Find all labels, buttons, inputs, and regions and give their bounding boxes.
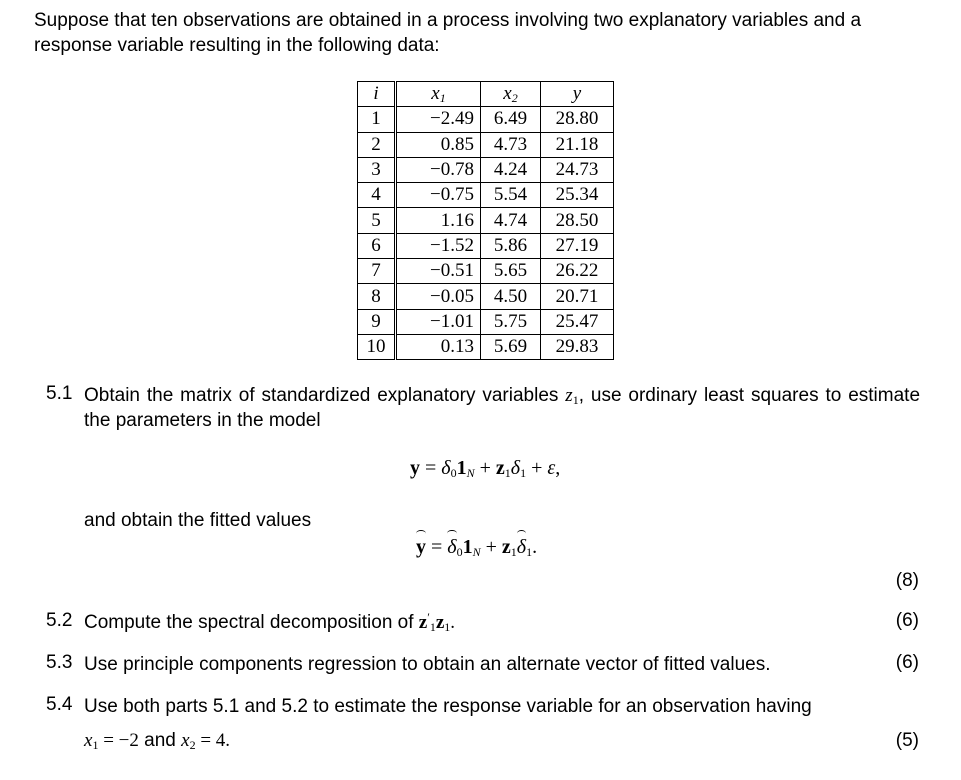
q52-marks: (6) — [895, 610, 919, 631]
q51-fitted-label: and obtain the fitted values — [84, 510, 312, 531]
table-row — [358, 132, 614, 157]
cell-x1: −1.01 — [396, 309, 481, 334]
table-row — [358, 183, 614, 208]
q54-number: 5.4 — [46, 694, 73, 715]
cell-y: 24.73 — [541, 157, 614, 182]
cell-x2: 6.49 — [481, 107, 541, 132]
q53-marks: (6) — [895, 652, 919, 673]
cell-y: 27.19 — [541, 233, 614, 258]
q52-number: 5.2 — [46, 610, 73, 631]
model-equation: $y = \delta_01_N + z_1\delta_1 + \varepsilon$, — [410, 457, 561, 480]
cell-i: 10 — [358, 334, 396, 359]
cell-y: 26.22 — [541, 259, 614, 284]
cell-x2: 4.50 — [481, 284, 541, 309]
cell-i: 4 — [358, 183, 396, 208]
cell-x1: 1.16 — [396, 208, 481, 233]
cell-x2: 4.74 — [481, 208, 541, 233]
cell-i: 2 — [358, 132, 396, 157]
q53-number: 5.3 — [46, 652, 73, 673]
cell-x2: 4.24 — [481, 157, 541, 182]
cell-x2: 4.73 — [481, 132, 541, 157]
q54-condition: $x_1 = -2$ and $x_2 = 4$. — [84, 730, 231, 752]
cell-i: 9 — [358, 309, 396, 334]
cell-x1: −1.52 — [396, 233, 481, 258]
cell-i: 5 — [358, 208, 396, 233]
table-row — [358, 157, 614, 182]
cell-x1: −0.75 — [396, 183, 481, 208]
cell-x1: −0.78 — [396, 157, 481, 182]
cell-y: 25.34 — [541, 183, 614, 208]
cell-x1: −0.51 — [396, 259, 481, 284]
cell-x2: 5.69 — [481, 334, 541, 359]
cell-x2: 5.86 — [481, 233, 541, 258]
q51-number: 5.1 — [46, 383, 73, 404]
cell-y: 21.18 — [541, 132, 614, 157]
table-row — [358, 259, 614, 284]
cell-y: 20.71 — [541, 284, 614, 309]
cell-i: 3 — [358, 157, 396, 182]
cell-x2: 5.65 — [481, 259, 541, 284]
table-row — [358, 107, 614, 132]
header-x2: $x_2$ — [481, 82, 541, 107]
cell-y: 28.80 — [541, 107, 614, 132]
table-row — [358, 284, 614, 309]
cell-i: 1 — [358, 107, 396, 132]
q52-text: Compute the spectral decomposition of $z'_1z_1$. — [84, 610, 456, 634]
table-row — [358, 208, 614, 233]
intro-paragraph: Suppose that ten observations are obtained in a process involving two explanatory variables and a response variable resulting in the following data: — [34, 10, 862, 56]
cell-y: 25.47 — [541, 309, 614, 334]
q54-text: Use both parts 5.1 and 5.2 to estimate the response variable for an observation having — [84, 696, 812, 717]
header-x1: $x_1$ — [396, 82, 481, 107]
cell-x1: 0.85 — [396, 132, 481, 157]
header-i: i — [358, 82, 396, 107]
q53-text: Use principle components regression to obtain an alternate vector of fitted values. — [84, 654, 771, 675]
cell-i: 7 — [358, 259, 396, 284]
table-row — [358, 233, 614, 258]
q51-marks: (8) — [895, 570, 919, 591]
cell-i: 6 — [358, 233, 396, 258]
header-y: y — [541, 82, 614, 107]
cell-i: 8 — [358, 284, 396, 309]
q51-text: Obtain the matrix of standardized explanatory variables $z_1$, use ordinary least squares to estimate the parameters in the model — [84, 385, 921, 431]
cell-x2: 5.75 — [481, 309, 541, 334]
table-row — [358, 334, 614, 359]
cell-y: 29.83 — [541, 334, 614, 359]
table-row — [358, 309, 614, 334]
q54-marks: (5) — [895, 730, 919, 751]
cell-x1: −2.49 — [396, 107, 481, 132]
data-table — [357, 81, 614, 360]
fitted-equation: $y = \delta_01_N + z_1\delta_1$. — [416, 536, 538, 559]
cell-x1: −0.05 — [396, 284, 481, 309]
cell-x2: 5.54 — [481, 183, 541, 208]
table-header-row — [358, 82, 614, 107]
cell-y: 28.50 — [541, 208, 614, 233]
cell-x1: 0.13 — [396, 334, 481, 359]
